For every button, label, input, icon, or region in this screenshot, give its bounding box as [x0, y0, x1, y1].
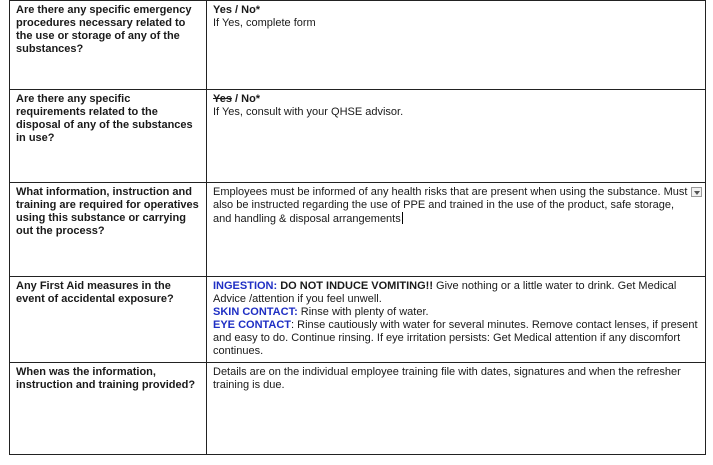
first-aid-ingestion [213, 280, 699, 306]
ingestion-label: INGESTION: [213, 280, 278, 292]
answer-information-training[interactable] [207, 183, 706, 277]
text-cursor [402, 212, 403, 224]
eye-label: EYE CONTACT [213, 319, 292, 331]
answer-note: If Yes, complete form [213, 17, 316, 29]
no-option[interactable]: No* [241, 93, 261, 105]
answer-training-provided [207, 363, 706, 455]
yes-no-selector[interactable] [213, 93, 699, 106]
table-row [10, 277, 706, 363]
question-first-aid: Any First Aid measures in the event of accidental exposure? [10, 277, 207, 363]
skin-text: Rinse with plenty of water. [297, 306, 429, 318]
no-option[interactable]: No* [241, 4, 261, 16]
eye-text: : Rinse cautiously with water for several minutes. Remove contact lenses, if present and easy to do. Continue rinsing. If eye irritation persists: Get Medical attention if any discomfort continues. [213, 319, 698, 357]
question-information-training: What information, instruction and training are required for operatives using this substance or carrying out the process? [10, 183, 207, 277]
table-row [10, 183, 706, 277]
yes-no-selector[interactable] [213, 4, 699, 17]
answer-disposal-requirements [207, 90, 706, 183]
yes-no-separator: / [231, 93, 242, 105]
answer-text: Employees must be informed of any health risks that are present when using the substance. Must also be instructed regarding the use of PPE and trained in the use of the product, safe storage, and handling & disposal arrangements [213, 186, 688, 225]
question-disposal-requirements: Are there any specific requirements related to the disposal of any of the substances in use? [10, 90, 207, 183]
answer-text-field[interactable] [213, 186, 699, 226]
table-row [10, 90, 706, 183]
table-row [10, 1, 706, 90]
skin-label: SKIN CONTACT: [213, 306, 298, 318]
chevron-down-icon[interactable] [691, 187, 702, 197]
yes-option[interactable]: Yes [213, 93, 232, 105]
table-row [10, 363, 706, 455]
yes-option[interactable]: Yes [213, 4, 232, 16]
answer-first-aid [207, 277, 706, 363]
first-aid-eye [213, 319, 699, 358]
coshh-assessment-table [9, 0, 706, 455]
ingestion-warning: DO NOT INDUCE VOMITING!! [277, 280, 433, 292]
question-emergency-procedures: Are there any specific emergency procedures necessary related to the use or storage of any of the substances? [10, 1, 207, 90]
ingestion-text: Give nothing or a little water to drink. Get Medical Advice /attention if you feel unwell. [213, 280, 677, 305]
first-aid-skin [213, 306, 699, 319]
question-training-provided: When was the information, instruction and training provided? [10, 363, 207, 455]
answer-emergency-procedures [207, 1, 706, 90]
answer-text: Details are on the individual employee training file with dates, signatures and when the refresher training is due. [213, 366, 681, 391]
yes-no-separator: / [231, 4, 242, 16]
answer-note: If Yes, consult with your QHSE advisor. [213, 106, 404, 118]
